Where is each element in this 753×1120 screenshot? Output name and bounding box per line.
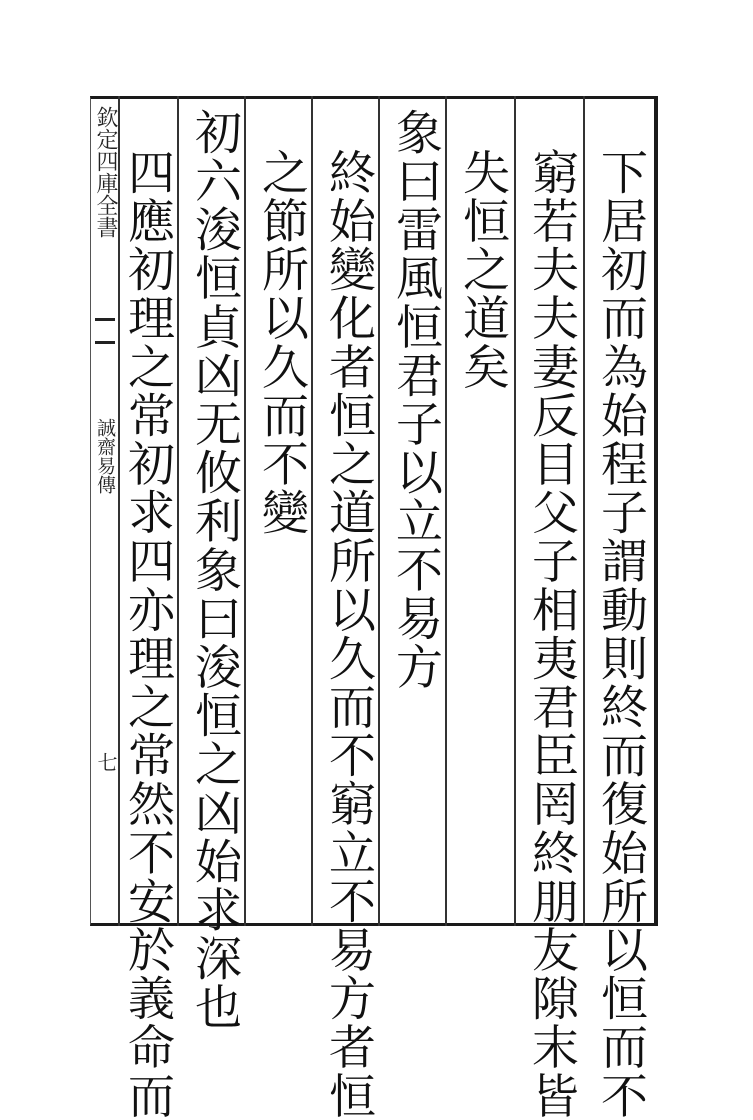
text-column-7: 初六浚恒貞凶无攸利象曰浚恒之凶始求深也 (187, 108, 242, 1032)
column-rule (378, 96, 380, 926)
margin-header: 欽定四庫全書 (93, 106, 118, 238)
text-column-6: 之節所以久而不變 (254, 148, 309, 537)
fishtail-mark (95, 318, 115, 344)
column-rule (583, 96, 585, 926)
margin-page-number: 七 (94, 752, 118, 772)
text-column-3: 失恒之道矣 (455, 148, 510, 391)
text-column-5: 終始變化者恒之道所以久而不窮立不易方者恒 (321, 148, 376, 1120)
text-column-1: 下居初而為始程子謂動則終而復始所以恒而不 (593, 148, 648, 1120)
column-rule (445, 96, 447, 926)
margin-book-title: 誠齋易傳 (94, 418, 116, 494)
column-rule (311, 96, 313, 926)
text-column-4: 象曰雷風恒君子以立不易方 (388, 108, 443, 692)
column-rule (177, 96, 179, 926)
text-column-8: 四應初理之常初求四亦理之常然不安於義命而 (120, 148, 175, 1120)
column-rule (514, 96, 516, 926)
text-column-2: 窮若夫夫妻反目父子相夷君臣罔終朋友隙末皆 (524, 148, 579, 1120)
column-rule (244, 96, 246, 926)
